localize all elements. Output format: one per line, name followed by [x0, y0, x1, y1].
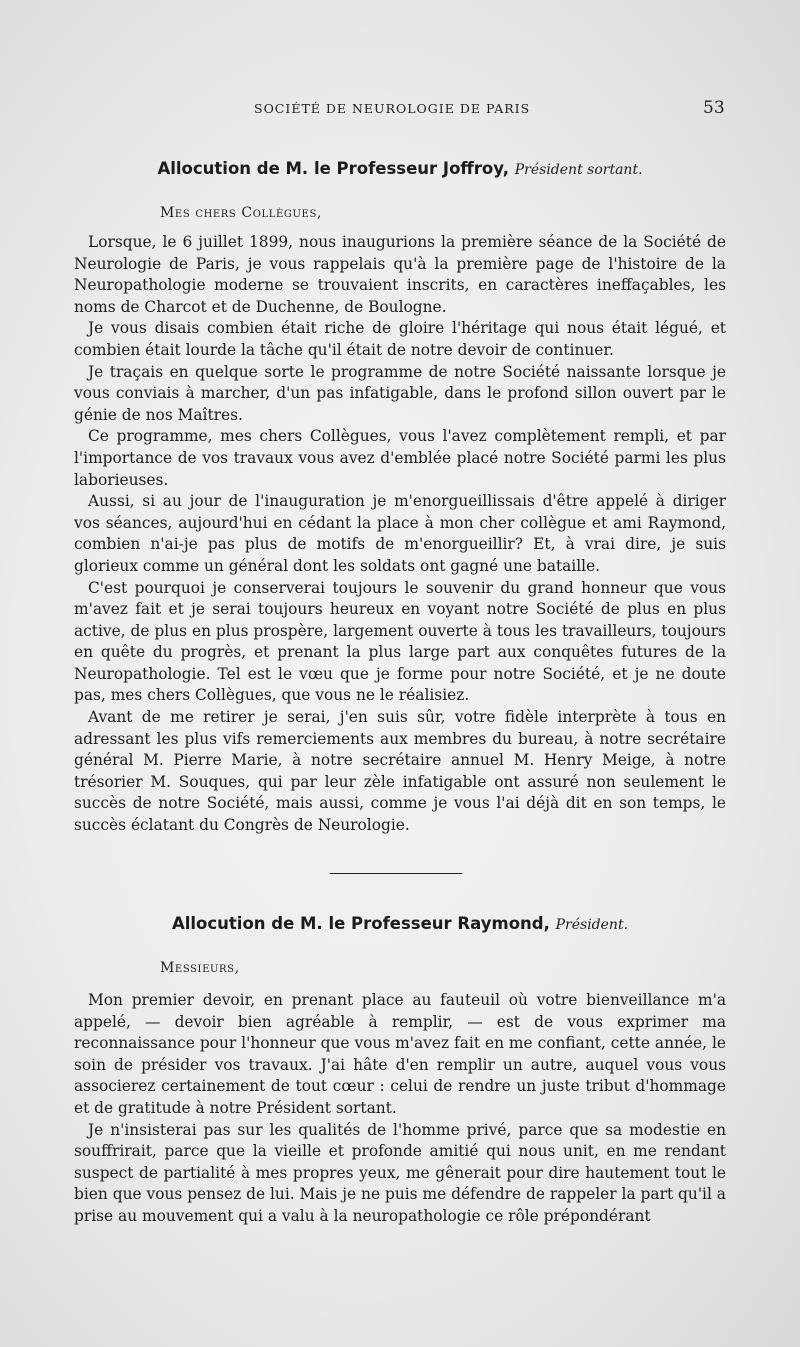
- running-title: SOCIÉTÉ DE NEUROLOGIE DE PARIS: [254, 101, 531, 116]
- paragraph: Ce programme, mes chers Collègues, vous l'avez complètement rempli, et par l'importance de vos travaux vous avez d'emblée placé notre Société parmi les plus laborieuses.: [74, 427, 726, 489]
- section-divider: [330, 873, 462, 874]
- paragraph: Aussi, si au jour de l'inauguration je m'enorgueillissais d'être appelé à diriger vos séances, aujourd'hui en cédant la place à mon cher collègue et ami Raymond, combien n'ai-je pas plus de motifs de m'enorgueillir? Et, à vrai dire, je suis glorieux comme un général dont les soldats ont gagné une bataille.: [74, 492, 726, 575]
- paragraph: Avant de me retirer je serai, j'en suis sûr, votre fidèle interprète à tous en adressant les plus vifs remerciements aux membres du bureau, à notre secrétaire général M. Pierre Marie, à notre secrétaire annuel M. Henry Meige, à notre trésorier M. Souques, qui par leur zèle infatigable ont assuré non seulement le succès de notre Société, mais aussi, comme je vous l'ai déjà dit en son temps, le succès éclatant du Congrès de Neurologie.: [74, 708, 726, 835]
- paragraph: Lorsque, le 6 juillet 1899, nous inaugurions la première séance de la Société de Neurologie de Paris, je vous rappelais qu'à la première page de l'histoire de la Neuropathologie moderne se trouvaient inscrits, en caractères ineffaçables, les noms de Charcot et de Duchenne, de Boulogne.: [74, 233, 726, 316]
- paragraph: Je vous disais combien était riche de gloire l'héritage qui nous était légué, et combien était lourde la tâche qu'il était de notre devoir de continuer.: [74, 319, 726, 359]
- section-title-role: Président.: [555, 917, 629, 933]
- section-title-joffroy: [0, 159, 800, 178]
- paragraph: C'est pourquoi je conserverai toujours le souvenir du grand honneur que vous m'avez fait et je serai toujours heureux en voyant notre Société de plus en plus active, de plus en plus prospère, largement ouverte à tous les travailleurs, toujours en quête du progrès, et prenant la plus large part aux conquêtes futures de la Neuropathologie. Tel est le vœu que je forme pour notre Société, et je ne doute pas, mes chers Collègues, que vous ne le réalisiez.: [74, 578, 726, 705]
- body-text-joffroy: [74, 232, 726, 837]
- paragraph: Je n'insisterai pas sur les qualités de l'homme privé, parce que sa modestie en souffrirait, parce que la vieille et profonde amitié qui nous unit, en me rendant suspect de partialité à mes propres yeux, me gênerait pour dire hautement tout le bien que vous pensez de lui. Mais je ne puis me défendre de rappeler la part qu'il a prise au mouvement qui a valu à la neuropathologie ce rôle prépondérant: [74, 1120, 726, 1225]
- section-title-text: Allocution de M. le Professeur Joffroy,: [157, 159, 509, 178]
- page-number: 53: [703, 98, 725, 118]
- body-text-raymond: [74, 990, 726, 1228]
- section-title-raymond: [0, 914, 800, 933]
- paragraph: Mon premier devoir, en prenant place au fauteuil où votre bienveillance m'a appelé, — devoir bien agréable à remplir, — est de vous exprimer ma reconnaissance pour l'honneur que vous m'avez fait en me confiant, cette année, le soin de présider vos travaux. J'ai hâte d'en remplir un autre, auquel vous vous associerez certainement de tout cœur : celui de rendre un juste tribut d'hommage et de gratitude à notre Président sortant.: [74, 991, 726, 1117]
- salutation-joffroy: Mes chers Collègues,: [160, 205, 322, 221]
- section-title-text: Allocution de M. le Professeur Raymond,: [171, 914, 550, 933]
- salutation-raymond: Messieurs,: [160, 960, 240, 976]
- paragraph: Je traçais en quelque sorte le programme de notre Société naissante lorsque je vous conviais à marcher, d'un pas infatigable, dans le profond sillon ouvert par le génie de nos Maîtres.: [74, 362, 726, 424]
- page-header: [0, 98, 800, 120]
- section-title-role: Président sortant.: [514, 162, 643, 178]
